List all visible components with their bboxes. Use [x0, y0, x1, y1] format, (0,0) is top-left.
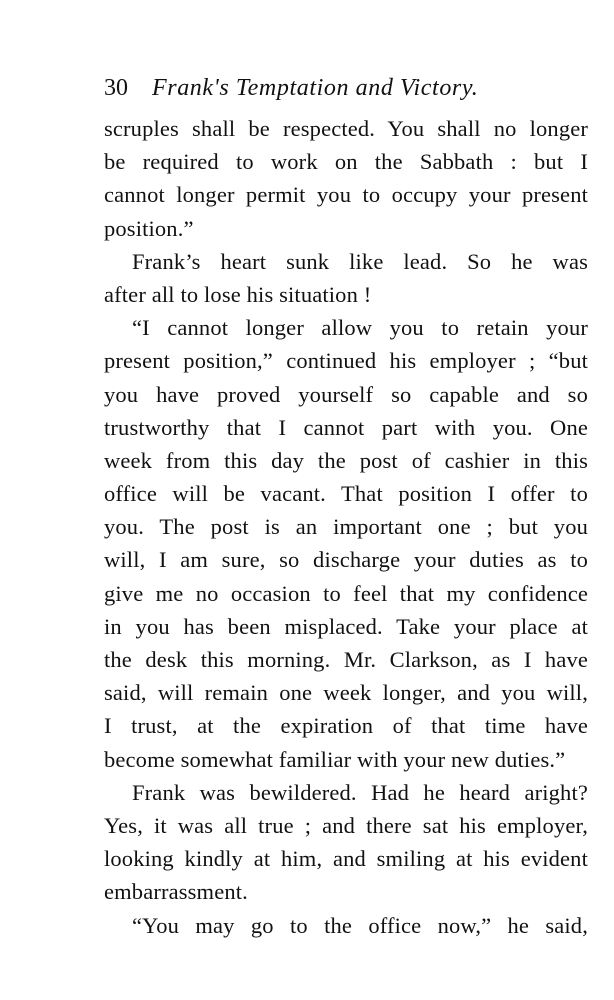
- text-line: “I cannot longer allow you to retain your: [132, 315, 588, 341]
- text-line: become somewhat familiar with your new duties.”: [104, 746, 566, 772]
- paragraph: [104, 311, 588, 776]
- text-line: present position,” continued his employer ; “but: [104, 348, 588, 374]
- page-number: 30: [104, 75, 128, 101]
- text-line: be required to work on the Sabbath : but I: [104, 149, 588, 175]
- text-line: after all to lose his situation !: [104, 281, 372, 307]
- text-line: I trust, at the expiration of that time have: [104, 713, 588, 739]
- text-line: Yes, it was all true ; and there sat his employer,: [104, 812, 588, 838]
- paragraph: [104, 112, 588, 245]
- text-line: will, I am sure, so discharge your duties as to: [104, 547, 588, 573]
- text-line: position.”: [104, 215, 194, 241]
- text-line: you have proved yourself so capable and so: [104, 381, 588, 407]
- text-line: office will be vacant. That position I offer to: [104, 481, 588, 507]
- paragraph: [104, 245, 588, 311]
- text-line: scruples shall be respected. You shall no longer: [104, 116, 588, 141]
- text-line: you. The post is an important one ; but you: [104, 514, 588, 540]
- text-line: cannot longer permit you to occupy your present: [104, 182, 588, 208]
- text-line: said, will remain one week longer, and you will,: [104, 680, 588, 706]
- text-line: Frank’s heart sunk like lead. So he was: [132, 248, 588, 274]
- page-header: [104, 68, 534, 108]
- text-line: looking kindly at him, and smiling at his evident: [104, 846, 588, 872]
- paragraph: [104, 909, 588, 942]
- text-line: “You may go to the office now,” he said,: [132, 912, 588, 938]
- text-line: give me no occasion to feel that my confidence: [104, 580, 588, 606]
- text-line: in you has been misplaced. Take your place at: [104, 613, 588, 639]
- text-line: the desk this morning. Mr. Clarkson, as I have: [104, 647, 588, 672]
- running-title: Frank's Temptation and Victory.: [152, 75, 479, 101]
- text-line: embarrassment.: [104, 879, 248, 905]
- text-line: trustworthy that I cannot part with you. One: [104, 414, 588, 440]
- text-line: week from this day the post of cashier in this: [104, 447, 588, 473]
- body-text: [104, 112, 588, 942]
- paragraph: [104, 776, 588, 909]
- text-line: Frank was bewildered. Had he heard aright?: [132, 779, 588, 805]
